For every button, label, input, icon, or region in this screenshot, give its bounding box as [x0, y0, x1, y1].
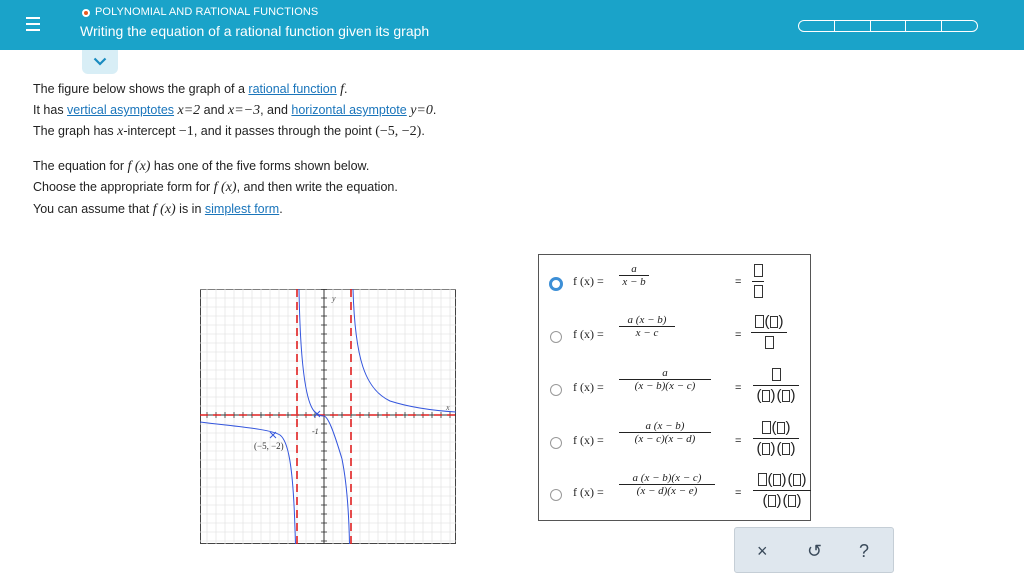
form-option-5[interactable] — [539, 468, 812, 524]
input-box[interactable] — [754, 264, 763, 277]
input-box[interactable] — [762, 390, 770, 402]
link-horizontal-asymptote[interactable]: horizontal asymptote — [291, 103, 407, 117]
input-box[interactable] — [762, 443, 770, 455]
progress-segment — [942, 21, 977, 31]
menu-button[interactable] — [0, 0, 66, 50]
answer-template-4[interactable]: ( ) ( )( ) — [753, 419, 799, 458]
radio-form-5[interactable] — [550, 489, 562, 501]
progress-segment — [835, 21, 871, 31]
form-option-1[interactable] — [539, 257, 812, 313]
problem-line-1: The figure below shows the graph of a rational function f. — [33, 82, 348, 97]
link-vertical-asymptotes[interactable]: vertical asymptotes — [67, 103, 175, 117]
radio-form-4[interactable] — [550, 437, 562, 449]
collapse-toggle-button[interactable] — [82, 50, 118, 74]
form-fraction: a x − b — [619, 263, 649, 288]
answer-template-3[interactable]: ( )( ) — [753, 366, 799, 405]
form-option-3[interactable] — [539, 363, 812, 419]
form-option-2[interactable] — [539, 310, 812, 366]
input-box[interactable] — [772, 368, 781, 381]
link-simplest-form[interactable]: simplest form — [204, 202, 280, 216]
rational-function-graph — [200, 289, 456, 544]
input-box[interactable] — [765, 336, 774, 349]
input-box[interactable] — [777, 422, 785, 434]
equals-sign: = — [735, 329, 742, 341]
equation-form-panel — [538, 254, 811, 521]
form-lhs: f (x) = — [573, 485, 604, 499]
x-axis-label: x — [446, 403, 450, 412]
equals-sign: = — [735, 276, 742, 288]
page-title: Writing the equation of a rational function given its graph — [80, 23, 430, 39]
form-lhs: f (x) = — [573, 433, 604, 447]
answer-template-1[interactable] — [752, 262, 764, 301]
category-label: POLYNOMIAL AND RATIONAL FUNCTIONS — [95, 6, 319, 18]
answer-template-5[interactable]: ( )( ) ( )( ) — [753, 471, 811, 510]
clear-button[interactable]: × — [757, 541, 768, 561]
progress-segment — [906, 21, 942, 31]
progress-bar — [798, 20, 978, 32]
point-label: (−5, −2) — [254, 441, 284, 451]
form-fraction: a (x − b)(x − c) (x − d)(x − e) — [619, 472, 715, 497]
link-rational-function[interactable]: rational function — [248, 82, 337, 96]
input-box[interactable] — [762, 421, 771, 434]
problem-line-5: Choose the appropriate form for f (x), and then write the equation. — [33, 180, 398, 195]
problem-line-6: You can assume that f (x) is in simplest form. — [33, 202, 283, 217]
problem-line-3: The graph has x-intercept −1, and it passes through the point (−5, −2). — [33, 124, 425, 139]
input-box[interactable] — [773, 474, 781, 486]
top-bar — [0, 0, 1024, 50]
x-intercept-label: -1 — [312, 427, 319, 436]
radio-form-3[interactable] — [550, 384, 562, 396]
input-box[interactable] — [758, 473, 767, 486]
input-box[interactable] — [782, 443, 790, 455]
input-box[interactable] — [782, 390, 790, 402]
answer-template-2[interactable]: ( ) — [751, 313, 787, 352]
problem-line-2: It has vertical asymptotes x=2 and x=−3, and horizontal asymptote y=0. — [33, 103, 437, 118]
chevron-down-icon — [93, 57, 107, 66]
input-box[interactable] — [793, 474, 801, 486]
input-box[interactable] — [754, 285, 763, 298]
undo-button[interactable]: ↺ — [807, 541, 823, 561]
status-dot-icon — [82, 9, 90, 17]
input-box[interactable] — [788, 495, 796, 507]
form-fraction: a (x − b)(x − c) — [619, 367, 711, 392]
form-lhs: f (x) = — [573, 380, 604, 394]
radio-form-2[interactable] — [550, 331, 562, 343]
form-fraction: a (x − b) x − c — [619, 314, 675, 339]
menu-icon-line — [26, 29, 40, 31]
answer-action-bar — [734, 527, 894, 573]
topic-category — [82, 6, 318, 18]
equals-sign: = — [735, 435, 742, 447]
input-box[interactable] — [755, 315, 764, 328]
y-axis-label: y — [332, 294, 336, 303]
form-fraction: a (x − b) (x − c)(x − d) — [619, 420, 711, 445]
equals-sign: = — [735, 487, 742, 499]
progress-segment — [871, 21, 907, 31]
menu-icon-line — [26, 17, 40, 19]
progress-segment — [799, 21, 835, 31]
input-box[interactable] — [768, 495, 776, 507]
form-lhs: f (x) = — [573, 327, 604, 341]
form-lhs: f (x) = — [573, 274, 604, 288]
input-box[interactable] — [770, 316, 778, 328]
radio-form-1[interactable] — [549, 277, 563, 291]
problem-line-4: The equation for f (x) has one of the five forms shown below. — [33, 159, 370, 174]
help-button[interactable]: ? — [859, 541, 870, 561]
menu-icon-line — [26, 23, 40, 25]
form-option-4[interactable] — [539, 416, 812, 472]
equals-sign: = — [735, 382, 742, 394]
